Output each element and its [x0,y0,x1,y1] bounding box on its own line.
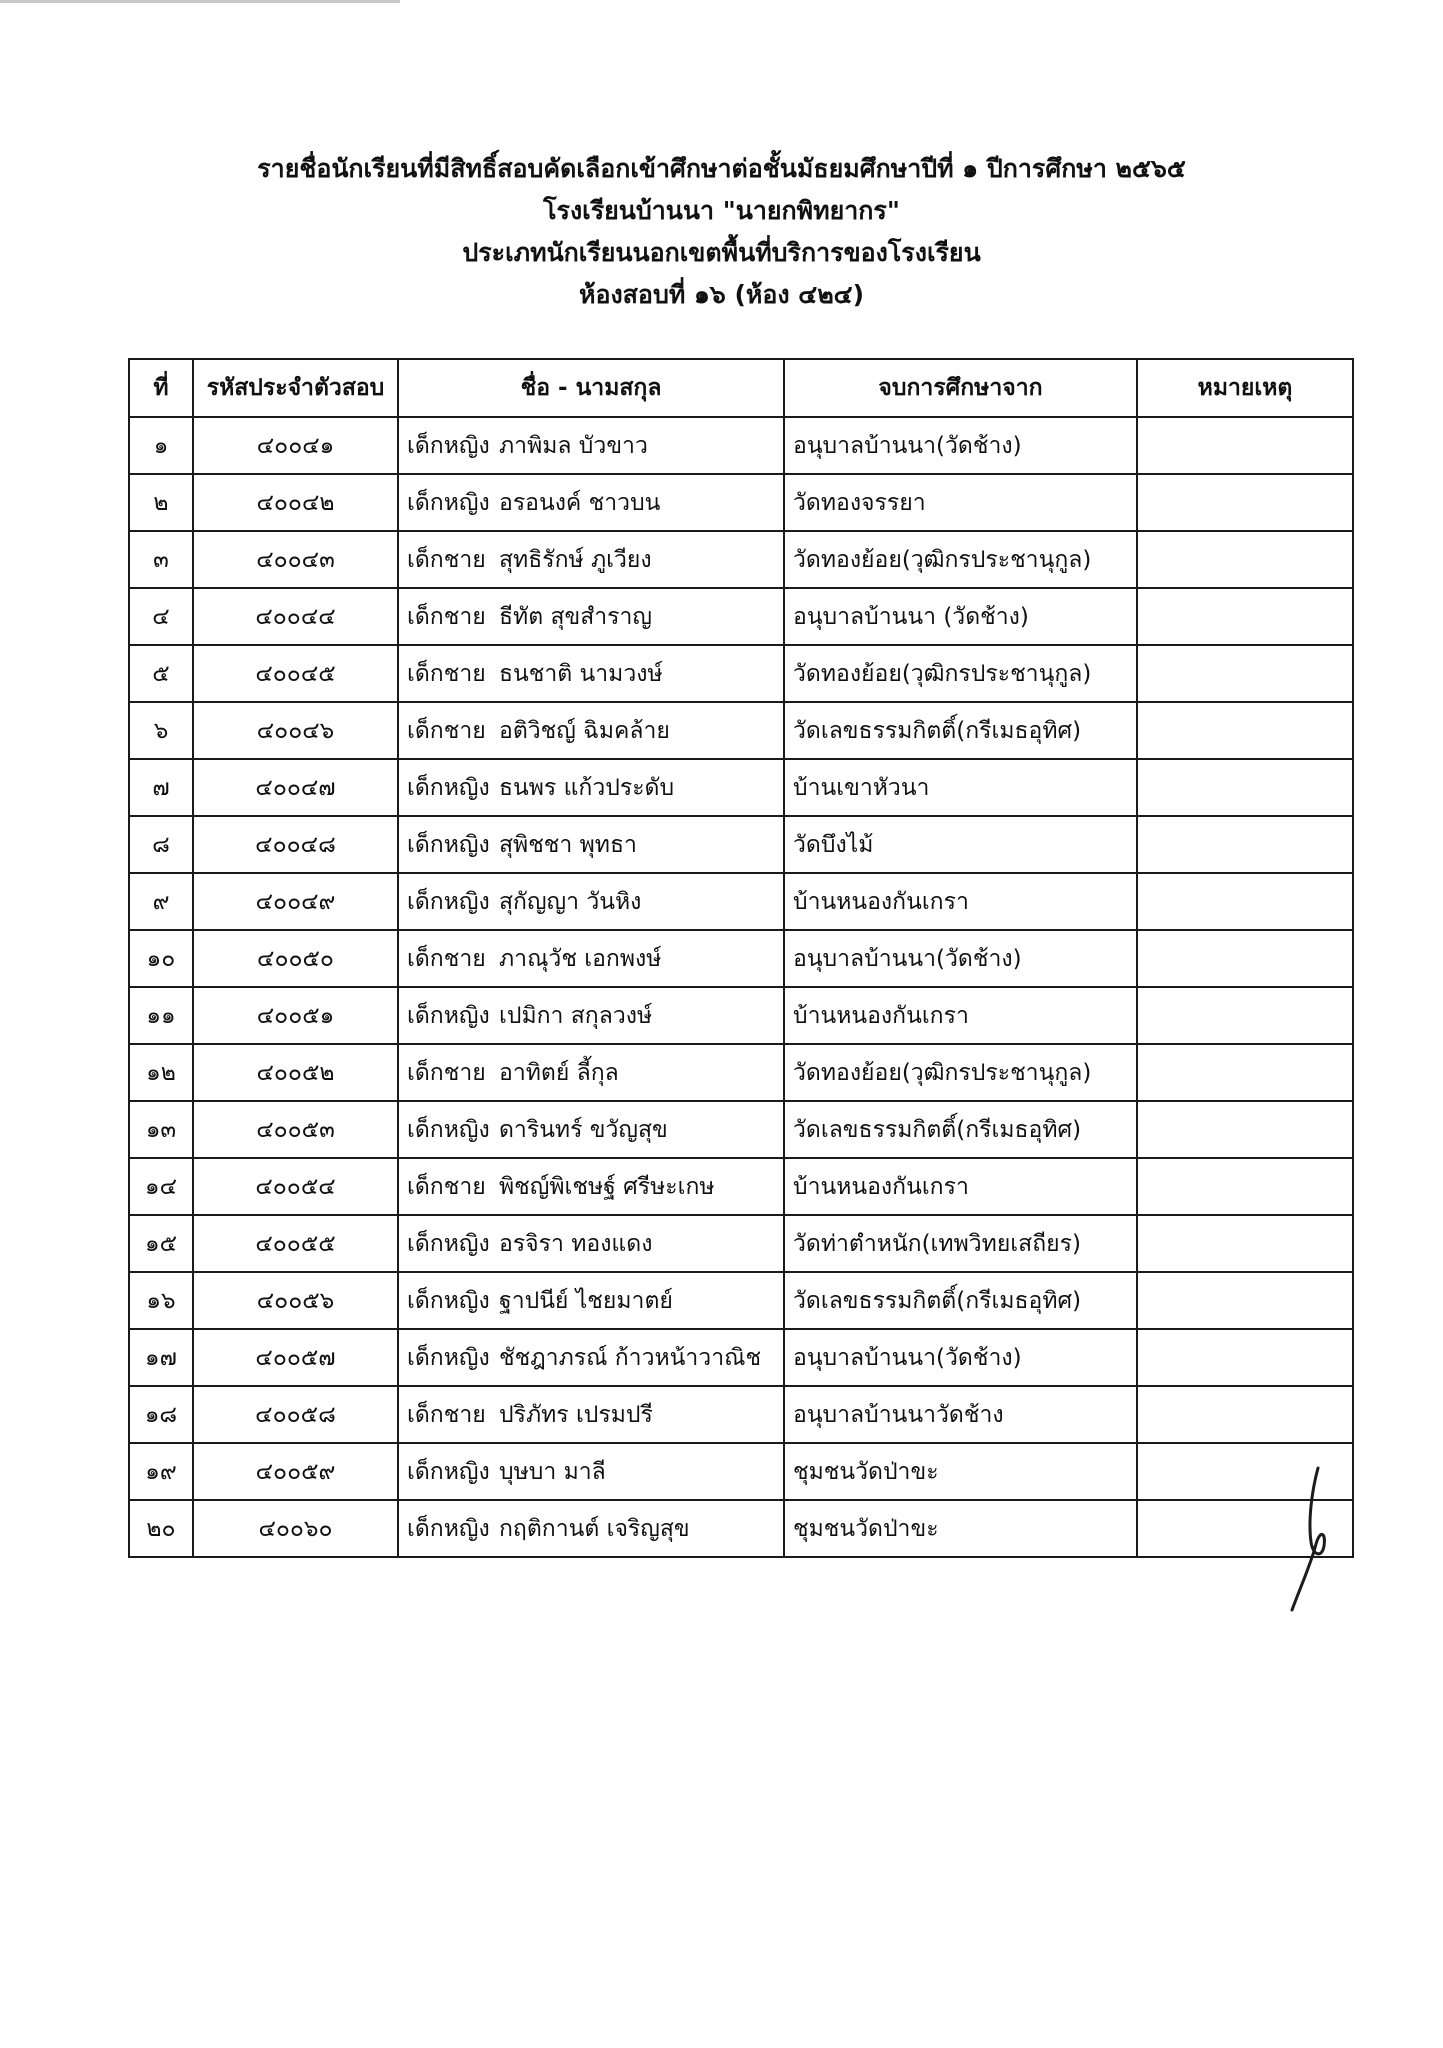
remarks [1137,417,1353,474]
exam-room: ห้องสอบที่ ๑๖ (ห้อง ๔๒๔) [578,280,865,309]
student-name: ปริภัทร เปรมปรี [499,1401,653,1428]
document-title: รายชื่อนักเรียนที่มีสิทธิ์สอบคัดเลือกเข้าศึกษาต่อชั้นมัธยมศึกษาปีที่ ๑ ปีการศึกษา ๒๕๖๕ [257,154,1186,183]
name-prefix: เด็กชาย [407,945,486,972]
handwritten-signature [1278,1460,1348,1620]
remarks [1137,1101,1353,1158]
table-body [129,417,1353,1557]
name-prefix: เด็กชาย [407,546,486,573]
row-number: ๑ [129,417,193,474]
student-name: ภาพิมล บัวขาว [499,432,648,459]
col-header-remarks: หมายเหตุ [1137,359,1353,417]
student-name: ธนพร แก้วประดับ [499,774,675,801]
remarks [1137,930,1353,987]
row-number: ๑๗ [129,1329,193,1386]
student-name: กฤติกานต์ เจริญสุข [499,1515,690,1542]
table-row [129,1215,1353,1272]
name-prefix: เด็กหญิง [407,432,490,459]
student-name-cell [398,1500,784,1557]
student-name: พิชญ์พิเชษฐ์ ศรีษะเกษ [499,1173,715,1200]
student-name-cell [398,474,784,531]
table-row [129,1101,1353,1158]
exam-id: ๔๐๐๕๖ [193,1272,398,1329]
student-name-cell [398,1443,784,1500]
school-name: โรงเรียนบ้านนา "นายกพิทยากร" [543,196,900,225]
student-name: ชัชฎาภรณ์ ก้าวหน้าวาณิช [499,1344,762,1371]
table-row [129,1500,1353,1557]
remarks [1137,1044,1353,1101]
remarks [1137,816,1353,873]
student-name: สุกัญญา วันหิง [499,888,642,915]
student-name: บุษบา มาลี [499,1458,606,1485]
exam-id: ๔๐๐๕๙ [193,1443,398,1500]
name-prefix: เด็กชาย [407,1173,486,1200]
remarks [1137,474,1353,531]
table-row [129,531,1353,588]
row-number: ๑๖ [129,1272,193,1329]
col-header-graduated-from: จบการศึกษาจาก [784,359,1137,417]
remarks [1137,873,1353,930]
name-prefix: เด็กชาย [407,717,486,744]
student-name: เปมิกา สกุลวงษ์ [499,1002,653,1029]
table-row [129,816,1353,873]
row-number: ๒๐ [129,1500,193,1557]
table-header-row [129,359,1353,417]
table-row [129,873,1353,930]
student-name-cell [398,987,784,1044]
document-header [0,148,1443,316]
previous-school: วัดทองจรรยา [784,474,1137,531]
name-prefix: เด็กชาย [407,1401,486,1428]
exam-id: ๔๐๐๔๙ [193,873,398,930]
student-name-cell [398,759,784,816]
previous-school: วัดเลขธรรมกิตติ์(กรีเมธอุทิศ) [784,702,1137,759]
previous-school: บ้านหนองกันเกรา [784,987,1137,1044]
previous-school: วัดเลขธรรมกิตติ์(กรีเมธอุทิศ) [784,1101,1137,1158]
table-row [129,1329,1353,1386]
remarks [1137,645,1353,702]
exam-id: ๔๐๐๔๖ [193,702,398,759]
previous-school: วัดเลขธรรมกิตติ์(กรีเมธอุทิศ) [784,1272,1137,1329]
exam-id: ๔๐๐๔๑ [193,417,398,474]
exam-id: ๔๐๐๔๓ [193,531,398,588]
student-name-cell [398,531,784,588]
row-number: ๑๒ [129,1044,193,1101]
name-prefix: เด็กหญิง [407,489,490,516]
student-name-cell [398,702,784,759]
table-row [129,930,1353,987]
exam-id: ๔๐๐๔๔ [193,588,398,645]
row-number: ๒ [129,474,193,531]
student-name: ธีทัต สุขสำราญ [499,603,653,630]
row-number: ๘ [129,816,193,873]
previous-school: อนุบาลบ้านนาวัดช้าง [784,1386,1137,1443]
row-number: ๑๐ [129,930,193,987]
student-name-cell [398,1044,784,1101]
previous-school: วัดทองย้อย(วุฒิกรประชานุกูล) [784,645,1137,702]
student-name-cell [398,816,784,873]
student-name: อาทิตย์ ลี้กุล [499,1059,619,1086]
scan-edge-mark [0,0,400,3]
name-prefix: เด็กหญิง [407,1287,490,1314]
previous-school: บ้านเขาหัวนา [784,759,1137,816]
student-name: อรอนงค์ ชาวบน [499,489,661,516]
remarks [1137,531,1353,588]
exam-id: ๔๐๐๕๔ [193,1158,398,1215]
table-row [129,702,1353,759]
table-row [129,417,1353,474]
row-number: ๑๓ [129,1101,193,1158]
previous-school: วัดทองย้อย(วุฒิกรประชานุกูล) [784,531,1137,588]
student-name-cell [398,930,784,987]
row-number: ๗ [129,759,193,816]
remarks [1137,759,1353,816]
table-row [129,474,1353,531]
previous-school: วัดบึงไม้ [784,816,1137,873]
student-name: ธนชาติ นามวงษ์ [499,660,663,687]
student-name-cell [398,873,784,930]
col-header-no: ที่ [129,359,193,417]
table-row [129,1044,1353,1101]
row-number: ๑๕ [129,1215,193,1272]
student-name-cell [398,1215,784,1272]
exam-id: ๔๐๐๔๕ [193,645,398,702]
student-name-cell [398,588,784,645]
student-roster-table [128,358,1354,1558]
student-name-cell [398,1101,784,1158]
remarks [1137,987,1353,1044]
exam-id: ๔๐๐๕๕ [193,1215,398,1272]
table-row [129,759,1353,816]
previous-school: วัดทองย้อย(วุฒิกรประชานุกูล) [784,1044,1137,1101]
row-number: ๑๑ [129,987,193,1044]
exam-id: ๔๐๐๔๒ [193,474,398,531]
exam-id: ๔๐๐๕๗ [193,1329,398,1386]
student-name-cell [398,1329,784,1386]
previous-school: บ้านหนองกันเกรา [784,1158,1137,1215]
table-row [129,645,1353,702]
remarks [1137,588,1353,645]
remarks [1137,1386,1353,1443]
remarks [1137,1158,1353,1215]
name-prefix: เด็กหญิง [407,1116,490,1143]
remarks [1137,1272,1353,1329]
student-name: อรจิรา ทองแดง [499,1230,653,1257]
row-number: ๑๘ [129,1386,193,1443]
exam-id: ๔๐๐๖๐ [193,1500,398,1557]
row-number: ๓ [129,531,193,588]
row-number: ๕ [129,645,193,702]
exam-id: ๔๐๐๕๒ [193,1044,398,1101]
previous-school: อนุบาลบ้านนา(วัดช้าง) [784,930,1137,987]
student-name: อติวิชญ์ ฉิมคล้าย [499,717,670,744]
previous-school: อนุบาลบ้านนา(วัดช้าง) [784,1329,1137,1386]
row-number: ๑๙ [129,1443,193,1500]
previous-school: วัดท่าตำหนัก(เทพวิทยเสถียร) [784,1215,1137,1272]
table-row [129,1443,1353,1500]
table-row [129,1158,1353,1215]
student-name: ภาณุวัช เอกพงษ์ [499,945,662,972]
name-prefix: เด็กชาย [407,1059,486,1086]
table-row [129,1386,1353,1443]
previous-school: อนุบาลบ้านนา (วัดช้าง) [784,588,1137,645]
exam-id: ๔๐๐๕๘ [193,1386,398,1443]
student-name: ฐาปนีย์ ไชยมาตย์ [499,1287,673,1314]
name-prefix: เด็กหญิง [407,1458,490,1485]
student-name: ดารินทร์ ขวัญสุข [499,1116,668,1143]
student-name-cell [398,1272,784,1329]
row-number: ๔ [129,588,193,645]
name-prefix: เด็กหญิง [407,888,490,915]
name-prefix: เด็กหญิง [407,1230,490,1257]
name-prefix: เด็กหญิง [407,1344,490,1371]
student-name: สุพิชชา พุทธา [499,831,637,858]
table-row [129,1272,1353,1329]
name-prefix: เด็กชาย [407,603,486,630]
student-name-cell [398,1386,784,1443]
student-name: สุทธิรักษ์ ภูเวียง [499,546,652,573]
previous-school: ชุมชนวัดป่าขะ [784,1443,1137,1500]
exam-id: ๔๐๐๕๑ [193,987,398,1044]
remarks [1137,1329,1353,1386]
name-prefix: เด็กหญิง [407,774,490,801]
student-name-cell [398,645,784,702]
col-header-exam-id: รหัสประจำตัวสอบ [193,359,398,417]
exam-id: ๔๐๐๔๗ [193,759,398,816]
name-prefix: เด็กหญิง [407,831,490,858]
name-prefix: เด็กหญิง [407,1515,490,1542]
previous-school: ชุมชนวัดป่าขะ [784,1500,1137,1557]
student-category: ประเภทนักเรียนนอกเขตพื้นที่บริการของโรงเรียน [462,238,981,267]
exam-id: ๔๐๐๕๐ [193,930,398,987]
col-header-full-name: ชื่อ - นามสกุล [398,359,784,417]
previous-school: อนุบาลบ้านนา(วัดช้าง) [784,417,1137,474]
table-row [129,588,1353,645]
previous-school: บ้านหนองกันเกรา [784,873,1137,930]
name-prefix: เด็กชาย [407,660,486,687]
remarks [1137,1215,1353,1272]
exam-id: ๔๐๐๕๓ [193,1101,398,1158]
student-name-cell [398,1158,784,1215]
row-number: ๖ [129,702,193,759]
row-number: ๑๔ [129,1158,193,1215]
name-prefix: เด็กหญิง [407,1002,490,1029]
table-row [129,987,1353,1044]
student-name-cell [398,417,784,474]
remarks [1137,702,1353,759]
exam-id: ๔๐๐๔๘ [193,816,398,873]
row-number: ๙ [129,873,193,930]
